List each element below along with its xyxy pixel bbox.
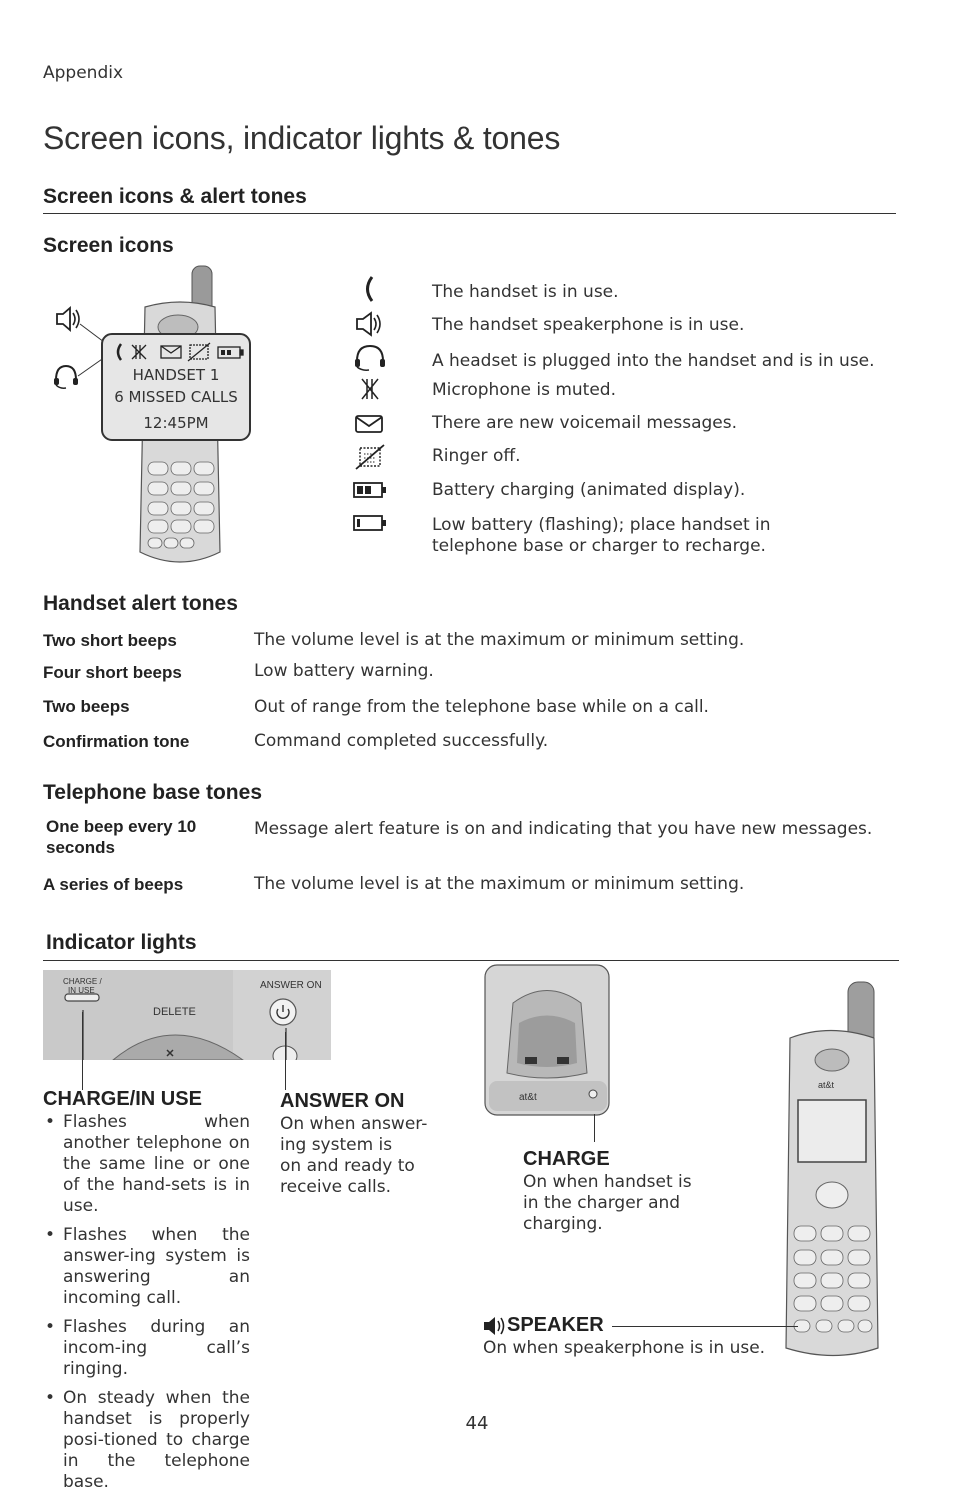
lcd-line-time: 12:45PM [143, 414, 209, 432]
charge-in-use-bullets [43, 1112, 250, 1501]
headset-callout-icon [52, 362, 80, 390]
mute-icon [353, 376, 387, 402]
subheading-telephone-base-tones: Telephone base tones [43, 781, 262, 804]
speakerphone-callout-icon [54, 306, 82, 332]
bullet-item: • Flashes when another telephone on the same line or one of the hand-sets is in use. [43, 1112, 250, 1217]
speakerphone-icon [353, 311, 387, 337]
charge-desc-line: charging. [523, 1214, 603, 1234]
lcd-line-missed-calls: 6 MISSED CALLS [114, 388, 238, 406]
panel-label-delete: DELETE [153, 1006, 196, 1018]
section-rule-indicator [43, 960, 899, 961]
leader-line-answer-on [285, 1032, 286, 1090]
charger-base-illustration [483, 963, 613, 1118]
tone-desc-one-beep: Message alert feature is on and indicating that you have new messages. [254, 819, 873, 839]
bullet-item: • On steady when the handset is properly posi-tioned to charge in the telephone base. [43, 1388, 250, 1493]
page-number: 44 [465, 1413, 489, 1434]
section-heading-indicator-lights: Indicator lights [46, 931, 197, 954]
bullet-item: • Flashes when the answer-ing system is answering an incoming call. [43, 1225, 250, 1309]
tone-desc-four-short-beeps: Low battery warning. [254, 661, 434, 681]
indicator-label-answer-on: ANSWER ON [280, 1090, 405, 1112]
svg-text:at&t: at&t [519, 1092, 537, 1103]
subheading-screen-icons: Screen icons [43, 234, 174, 257]
tone-term-series-of-beeps: A series of beeps [43, 875, 184, 894]
speaker-icon [482, 1316, 506, 1336]
tone-desc-two-short-beeps: The volume level is at the maximum or minimum setting. [254, 630, 745, 650]
icon-desc-battery-charging: Battery charging (animated display). [432, 480, 746, 500]
indicator-label-charge: CHARGE [523, 1148, 610, 1170]
tone-desc-confirmation-tone: Command completed successfully. [254, 731, 549, 751]
ringer-off-icon [353, 444, 387, 470]
full-handset-illustration [780, 978, 885, 1363]
leader-line-speaker [612, 1326, 798, 1327]
icon-desc-headset: A headset is plugged into the handset and is in use. [432, 351, 875, 371]
charge-desc-line: On when handset is [523, 1172, 692, 1192]
battery-charging-icon [353, 477, 387, 503]
headset-icon [353, 342, 387, 372]
indicator-label-speaker: SPEAKER [507, 1314, 604, 1336]
tone-term-two-beeps: Two beeps [43, 697, 130, 716]
icon-desc-handset-in-use: The handset is in use. [432, 282, 619, 302]
icon-desc-speakerphone: The handset speakerphone is in use. [432, 315, 745, 335]
page-title: Screen icons, indicator lights & tones [43, 120, 561, 156]
icon-desc-ringer-off: Ringer off. [432, 446, 521, 466]
answer-on-desc-line: ing system is [280, 1135, 393, 1155]
tone-term-one-beep-line2: seconds [46, 838, 115, 857]
section-label: Appendix [43, 63, 124, 83]
subheading-handset-alert-tones: Handset alert tones [43, 592, 238, 615]
section-heading-screen-icons-alert: Screen icons & alert tones [43, 185, 307, 208]
indicator-label-charge-in-use: CHARGE/IN USE [43, 1088, 202, 1110]
panel-label-answer-on: ANSWER ON [260, 980, 322, 991]
bullet-item: • Flashes during an incom-ing call’s ringing. [43, 1317, 250, 1380]
icon-desc-voicemail: There are new voicemail messages. [432, 413, 738, 433]
tone-desc-two-beeps: Out of range from the telephone base while on a call. [254, 697, 709, 717]
low-battery-icon [353, 510, 387, 536]
answer-on-desc-line: receive calls. [280, 1177, 391, 1197]
tone-term-one-beep-line1: One beep every 10 [46, 817, 197, 836]
leader-line-charge-in-use [82, 1012, 83, 1090]
answer-on-desc-line: On when answer- [280, 1114, 428, 1134]
answer-on-desc-line: on and ready to [280, 1156, 415, 1176]
answer-on-desc [280, 1114, 427, 1198]
tone-term-two-short-beeps: Two short beeps [43, 631, 177, 650]
panel-label-charge-line1: CHARGE / [63, 977, 102, 986]
charge-desc [523, 1172, 692, 1235]
tone-desc-series-of-beeps: The volume level is at the maximum or minimum setting. [254, 874, 745, 894]
lcd-line-handset: HANDSET 1 [132, 366, 220, 384]
voicemail-icon [353, 411, 387, 437]
icon-desc-low-battery-line2: telephone base or charger to recharge. [432, 536, 766, 556]
section-rule [43, 213, 896, 214]
panel-label-charge-line2: IN USE [68, 986, 95, 995]
icon-desc-mute: Microphone is muted. [432, 380, 616, 400]
leader-line-charge [594, 1114, 595, 1142]
svg-text:at&t: at&t [818, 1080, 835, 1090]
charge-desc-line: in the charger and [523, 1193, 681, 1213]
handset-in-use-icon [353, 276, 387, 302]
tone-term-confirmation-tone: Confirmation tone [43, 732, 190, 751]
tone-term-four-short-beeps: Four short beeps [43, 663, 182, 682]
speaker-desc: On when speakerphone is in use. [483, 1338, 766, 1358]
icon-desc-low-battery-line1: Low battery (flashing); place handset in [432, 515, 771, 535]
